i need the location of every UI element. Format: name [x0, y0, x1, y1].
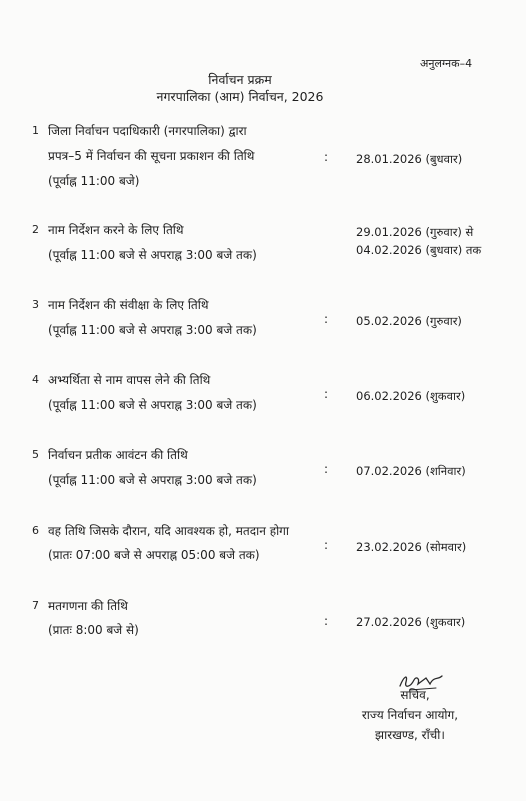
item-text-line: (पूर्वाह्न 11:00 बजे): [48, 174, 140, 188]
item-date: 27.02.2026 (शुकवार): [356, 615, 466, 629]
item-date: 28.01.2026 (बुधवार): [356, 152, 463, 166]
item-date: 06.02.2026 (शुकवार): [356, 389, 466, 403]
item-text-line: प्रपत्र–5 में निर्वाचन की सूचना प्रकाशन की तिथि: [48, 149, 255, 163]
annexure-label: अनुलग्नक–4: [420, 57, 473, 70]
item-text-line: (पूर्वाह्न 11:00 बजे से अपराह्न 3:00 बजे तक): [48, 248, 257, 262]
item-text-line: नाम निर्देशन करने के लिए तिथि: [48, 223, 184, 237]
item-date: 05.02.2026 (गुरुवार): [356, 314, 462, 328]
document-subtitle: नगरपालिका (आम) निर्वाचन, 2026: [156, 89, 324, 104]
item-colon: :: [324, 538, 329, 552]
item-text-line: अभ्यर्थिता से नाम वापस लेने की तिथि: [48, 373, 211, 387]
item-number: 1: [32, 124, 39, 137]
item-text-line: निर्वाचन प्रतीक आवंटन की तिथि: [48, 448, 188, 462]
item-number: 2: [32, 223, 39, 236]
item-text-line: जिला निर्वाचन पदाधिकारी (नगरपालिका) द्वारा: [48, 124, 247, 138]
item-number: 3: [32, 298, 39, 311]
item-date: 04.02.2026 (बुधवार) तक: [356, 243, 482, 257]
item-text-line: (प्रातः 07:00 बजे से अपराह्न 05:00 बजे तक): [48, 548, 260, 562]
item-colon: :: [324, 312, 329, 326]
item-colon: :: [324, 614, 329, 628]
item-colon: :: [324, 387, 329, 401]
item-text-line: (पूर्वाह्न 11:00 बजे से अपराह्न 3:00 बजे तक): [48, 473, 257, 487]
item-number: 7: [32, 599, 39, 612]
document-title: निर्वाचन प्रक्रम: [208, 72, 272, 87]
item-date: 07.02.2026 (शनिवार): [356, 464, 466, 478]
item-date: 23.02.2026 (सोमवार): [356, 540, 467, 554]
signatory-place: झारखण्ड, राँची।: [375, 728, 445, 742]
item-colon: :: [324, 150, 329, 164]
item-text-line: (पूर्वाह्न 11:00 बजे से अपराह्न 3:00 बजे तक): [48, 398, 257, 412]
item-text-line: नाम निर्देशन की संवीक्षा के लिए तिथि: [48, 298, 209, 312]
item-date: 29.01.2026 (गुरुवार) से: [356, 225, 474, 239]
item-number: 4: [32, 373, 39, 386]
signatory-office: राज्य निर्वाचन आयोग,: [361, 708, 459, 722]
item-text-line: वह तिथि जिसके दौरान, यदि आवश्यक हो, मतदान होगा: [48, 524, 290, 538]
item-number: 6: [32, 524, 39, 537]
signatory-designation: सचिव,: [400, 688, 430, 702]
item-colon: :: [324, 462, 329, 476]
item-text-line: (पूर्वाह्न 11:00 बजे से अपराह्न 3:00 बजे तक): [48, 323, 257, 337]
item-text-line: मतगणना की तिथि: [48, 599, 128, 613]
item-text-line: (प्रातः 8:00 बजे से): [48, 623, 139, 637]
item-number: 5: [32, 448, 39, 461]
